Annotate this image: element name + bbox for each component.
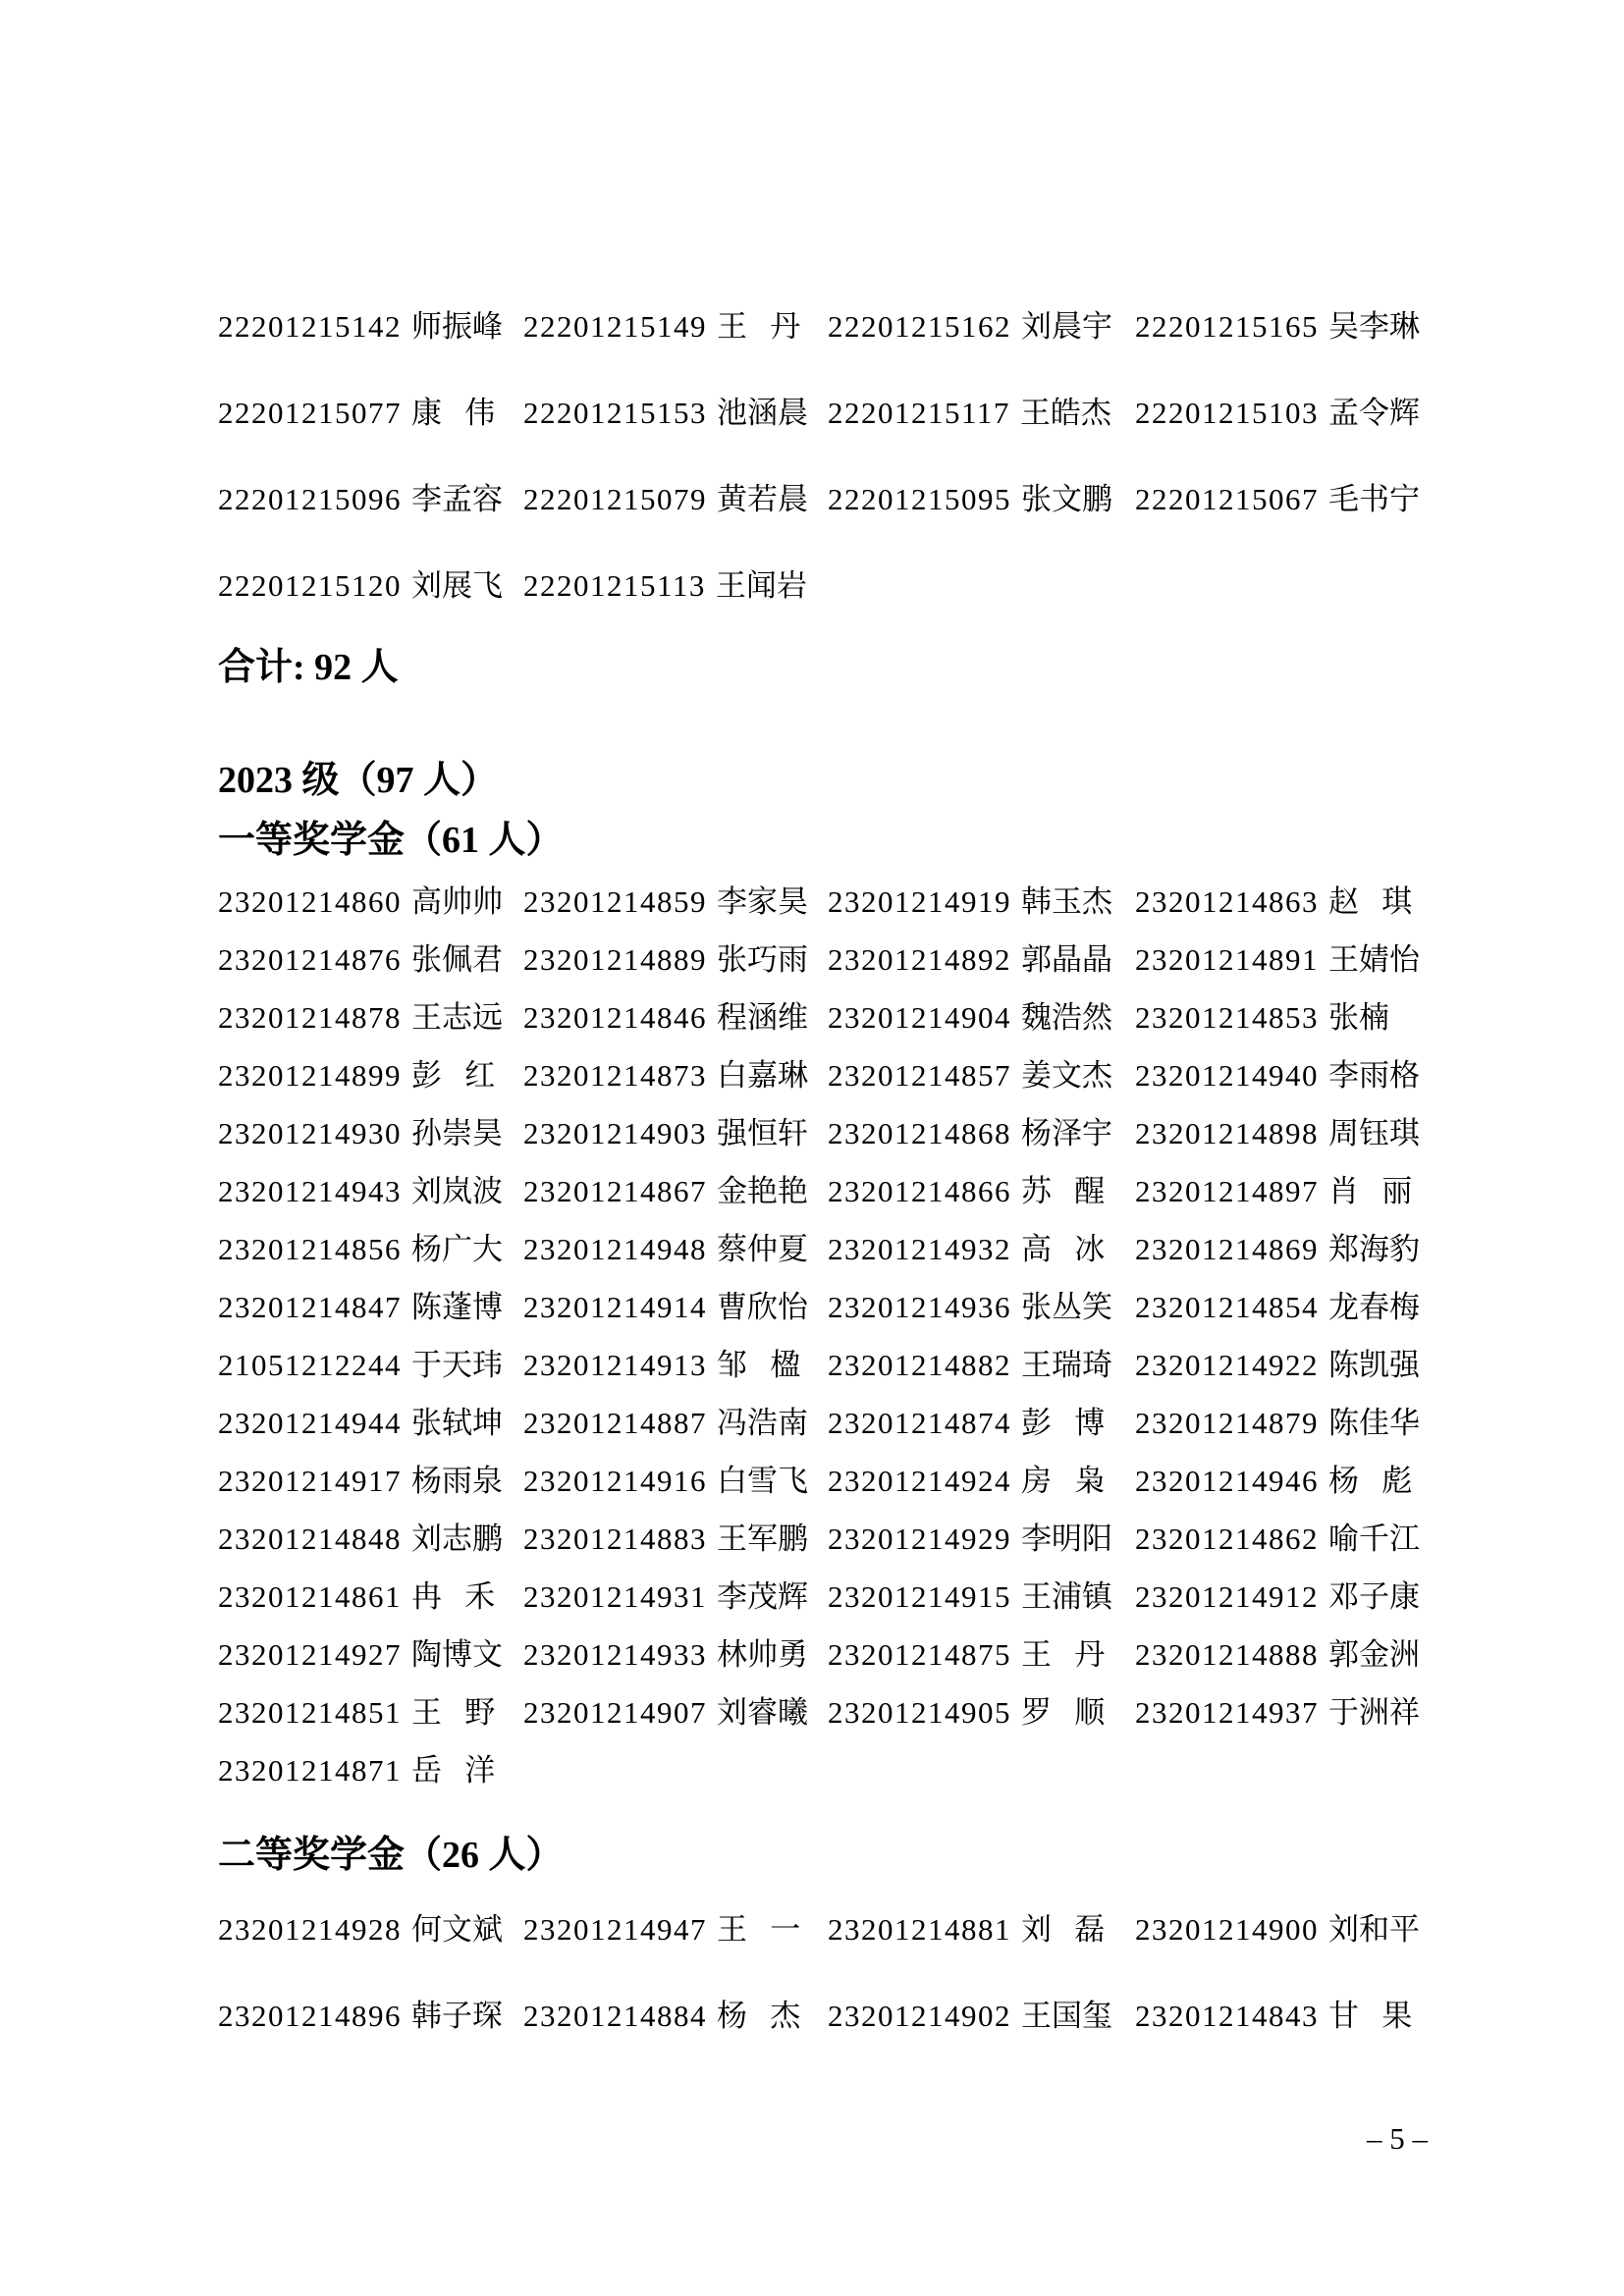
student-entry <box>523 484 808 514</box>
student-name: 师振峰 <box>411 309 503 344</box>
student-entry <box>523 1002 808 1033</box>
student-entry <box>1135 1639 1420 1670</box>
student-id: 23201214899 <box>218 1058 402 1093</box>
student-entry <box>828 1523 1112 1554</box>
first-class-student-list <box>218 886 1485 1813</box>
student-entry <box>1135 1466 1412 1496</box>
student-id: 23201214907 <box>523 1695 707 1730</box>
student-id: 23201214892 <box>828 942 1011 977</box>
student-id: 21051212244 <box>218 1348 402 1382</box>
student-entry <box>523 1060 808 1091</box>
student-name: 吴李琳 <box>1328 309 1420 344</box>
student-name: 王 丹 <box>717 309 801 344</box>
student-name: 魏浩然 <box>1021 1000 1112 1035</box>
student-entry <box>828 1176 1105 1206</box>
student-entry <box>828 1466 1105 1496</box>
student-entry <box>523 1914 800 1945</box>
student-id: 23201214882 <box>828 1348 1011 1382</box>
carryover-student-list <box>218 311 1485 657</box>
student-name: 杨 杰 <box>717 1999 801 2033</box>
student-name: 孟令辉 <box>1328 396 1420 430</box>
student-id: 23201214936 <box>828 1290 1011 1324</box>
student-id: 23201214867 <box>523 1174 707 1208</box>
student-name: 苏 醒 <box>1021 1174 1106 1208</box>
student-name: 韩子琛 <box>411 1999 503 2033</box>
student-entry <box>218 570 503 601</box>
student-entry <box>828 484 1112 514</box>
student-name: 郭晶晶 <box>1021 942 1112 977</box>
student-name: 彭 博 <box>1021 1406 1106 1440</box>
student-entry <box>218 1408 503 1438</box>
student-id: 23201214843 <box>1135 1999 1319 2033</box>
student-entry <box>218 886 503 917</box>
student-name: 白雪飞 <box>717 1464 808 1498</box>
student-id: 23201214944 <box>218 1406 402 1440</box>
student-entry <box>1135 1523 1420 1554</box>
student-name: 周钰琪 <box>1328 1116 1420 1150</box>
student-name: 王军鹏 <box>717 1522 808 1556</box>
student-id: 22201215162 <box>828 309 1011 344</box>
student-entry <box>828 1581 1112 1612</box>
student-entry <box>523 1466 808 1496</box>
student-entry <box>218 484 503 514</box>
student-name: 刘睿曦 <box>717 1695 808 1730</box>
student-entry <box>523 2001 800 2031</box>
student-name: 康 伟 <box>411 396 496 430</box>
student-entry <box>523 570 807 601</box>
student-name: 金艳艳 <box>717 1174 808 1208</box>
student-name: 王 丹 <box>1021 1637 1106 1672</box>
student-name: 邹 楹 <box>717 1348 801 1382</box>
student-name: 何文斌 <box>411 1912 503 1947</box>
student-entry <box>1135 1176 1412 1206</box>
student-id: 23201214889 <box>523 942 707 977</box>
student-row <box>218 1118 1485 1148</box>
student-id: 23201214937 <box>1135 1695 1319 1730</box>
student-entry <box>1135 1697 1420 1728</box>
student-row <box>218 398 1485 428</box>
student-entry <box>828 1408 1105 1438</box>
student-entry <box>523 1176 808 1206</box>
student-entry <box>1135 1060 1420 1091</box>
student-entry <box>218 1697 495 1728</box>
student-name: 林帅勇 <box>717 1637 808 1672</box>
student-id: 23201214946 <box>1135 1464 1319 1498</box>
student-row <box>218 484 1485 514</box>
student-name: 刘晨宇 <box>1021 309 1112 344</box>
student-id: 23201214914 <box>523 1290 707 1324</box>
student-name: 王瑞琦 <box>1021 1348 1112 1382</box>
student-id: 23201214933 <box>523 1637 707 1672</box>
student-entry <box>218 944 503 975</box>
student-name: 于天玮 <box>411 1348 503 1382</box>
student-name: 毛书宁 <box>1328 482 1420 516</box>
student-id: 23201214922 <box>1135 1348 1319 1382</box>
student-id: 23201214905 <box>828 1695 1011 1730</box>
student-id: 23201214927 <box>218 1637 402 1672</box>
student-row <box>218 1408 1485 1438</box>
student-id: 22201215142 <box>218 309 402 344</box>
second-class-scholarship-heading: 二等奖学金（26 人） <box>218 1835 564 1876</box>
student-id: 23201214888 <box>1135 1637 1319 1672</box>
student-name: 张轼坤 <box>411 1406 503 1440</box>
student-name: 曹欣怡 <box>717 1290 808 1324</box>
second-class-student-list <box>218 1914 1485 2087</box>
student-name: 高 冰 <box>1021 1232 1106 1266</box>
student-id: 23201214884 <box>523 1999 707 2033</box>
student-id: 23201214883 <box>523 1522 707 1556</box>
student-id: 23201214900 <box>1135 1912 1319 1947</box>
student-entry <box>1135 1581 1420 1612</box>
student-entry <box>523 1639 808 1670</box>
student-name: 程涵维 <box>717 1000 808 1035</box>
student-entry <box>828 1639 1105 1670</box>
student-id: 23201214897 <box>1135 1174 1319 1208</box>
student-entry <box>828 886 1112 917</box>
student-name: 陶博文 <box>411 1637 503 1672</box>
student-entry <box>1135 1350 1420 1380</box>
student-name: 蔡仲夏 <box>717 1232 808 1266</box>
student-entry <box>218 1234 503 1264</box>
first-class-scholarship-heading: 一等奖学金（61 人） <box>218 820 564 861</box>
student-name: 房 枭 <box>1021 1464 1106 1498</box>
student-id: 23201214853 <box>1135 1000 1319 1035</box>
student-id: 23201214932 <box>828 1232 1011 1266</box>
student-entry <box>828 1697 1105 1728</box>
footer-page-number: – 5 – <box>1367 2121 1428 2156</box>
student-entry <box>1135 398 1420 428</box>
student-row <box>218 1350 1485 1380</box>
student-entry <box>523 886 808 917</box>
student-row <box>218 1639 1485 1670</box>
student-name: 张楠 <box>1328 1000 1389 1035</box>
student-id: 22201215149 <box>523 309 707 344</box>
student-name: 黄若晨 <box>717 482 808 516</box>
student-id: 23201214879 <box>1135 1406 1319 1440</box>
student-name: 韩玉杰 <box>1021 884 1112 919</box>
student-entry <box>1135 886 1412 917</box>
student-name: 孙崇昊 <box>411 1116 503 1150</box>
student-name: 王闻岩 <box>715 568 807 603</box>
student-entry <box>1135 484 1420 514</box>
student-entry <box>218 1581 495 1612</box>
student-name: 杨广大 <box>411 1232 503 1266</box>
student-name: 王国玺 <box>1021 1999 1112 2033</box>
student-id: 23201214929 <box>828 1522 1011 1556</box>
student-id: 23201214851 <box>218 1695 402 1730</box>
student-id: 23201214871 <box>218 1753 402 1788</box>
student-id: 23201214874 <box>828 1406 1011 1440</box>
student-name: 刘和平 <box>1328 1912 1420 1947</box>
student-name: 王 一 <box>717 1912 801 1947</box>
grade-2023-heading: 2023 级（97 人） <box>218 760 499 801</box>
student-name: 岳 洋 <box>411 1753 496 1788</box>
student-name: 池涵晨 <box>717 396 808 430</box>
student-id: 23201214948 <box>523 1232 707 1266</box>
student-entry <box>1135 1408 1420 1438</box>
student-entry <box>218 1639 503 1670</box>
student-name: 张巧雨 <box>717 942 808 977</box>
student-id: 23201214866 <box>828 1174 1011 1208</box>
student-name: 王皓杰 <box>1019 396 1111 430</box>
student-id: 23201214861 <box>218 1579 402 1614</box>
student-name: 白嘉琳 <box>717 1058 808 1093</box>
student-entry <box>218 398 495 428</box>
student-id: 23201214947 <box>523 1912 707 1947</box>
student-id: 23201214887 <box>523 1406 707 1440</box>
student-entry <box>523 1523 808 1554</box>
student-name: 李孟容 <box>411 482 503 516</box>
student-id: 23201214928 <box>218 1912 402 1947</box>
student-entry <box>218 1060 495 1091</box>
student-entry <box>1135 1118 1420 1148</box>
student-name: 赵 琪 <box>1328 884 1413 919</box>
student-name: 喻千江 <box>1328 1522 1420 1556</box>
student-entry <box>1135 944 1420 975</box>
student-row <box>218 570 1485 601</box>
student-id: 23201214904 <box>828 1000 1011 1035</box>
student-entry <box>828 944 1112 975</box>
student-id: 23201214863 <box>1135 884 1319 919</box>
student-name: 姜文杰 <box>1021 1058 1112 1093</box>
student-entry <box>218 311 503 342</box>
student-name: 彭 红 <box>411 1058 496 1093</box>
student-id: 23201214919 <box>828 884 1011 919</box>
student-name: 王婧怡 <box>1328 942 1420 977</box>
student-id: 23201214902 <box>828 1999 1011 2033</box>
student-id: 23201214916 <box>523 1464 707 1498</box>
student-name: 王志远 <box>411 1000 503 1035</box>
student-id: 23201214896 <box>218 1999 402 2033</box>
student-row <box>218 1176 1485 1206</box>
total-count-line: 合计: 92 人 <box>218 647 399 688</box>
student-entry <box>218 2001 503 2031</box>
student-entry <box>828 1002 1112 1033</box>
student-entry <box>1135 311 1420 342</box>
student-id: 23201214868 <box>828 1116 1011 1150</box>
student-row <box>218 2001 1485 2031</box>
student-entry <box>218 1350 503 1380</box>
student-entry <box>1135 1002 1389 1033</box>
student-entry <box>1135 1914 1420 1945</box>
student-entry <box>218 1176 503 1206</box>
student-entry <box>1135 2001 1412 2031</box>
student-id: 23201214862 <box>1135 1522 1319 1556</box>
student-id: 23201214875 <box>828 1637 1011 1672</box>
student-name: 甘 果 <box>1328 1999 1413 2033</box>
student-id: 23201214913 <box>523 1348 707 1382</box>
student-entry <box>523 1581 808 1612</box>
student-id: 23201214878 <box>218 1000 402 1035</box>
student-id: 23201214869 <box>1135 1232 1319 1266</box>
student-entry <box>218 1466 503 1496</box>
student-entry <box>523 1234 808 1264</box>
student-entry <box>828 1350 1112 1380</box>
student-id: 23201214915 <box>828 1579 1011 1614</box>
student-entry <box>523 1292 808 1322</box>
student-id: 22201215153 <box>523 396 707 430</box>
student-name: 张佩君 <box>411 942 503 977</box>
student-id: 23201214860 <box>218 884 402 919</box>
student-id: 22201215120 <box>218 568 402 603</box>
student-name: 龙春梅 <box>1328 1290 1420 1324</box>
student-entry <box>523 1350 800 1380</box>
student-name: 陈佳华 <box>1328 1406 1420 1440</box>
student-id: 23201214891 <box>1135 942 1319 977</box>
student-entry <box>1135 1292 1420 1322</box>
student-name: 高帅帅 <box>411 884 503 919</box>
student-id: 23201214846 <box>523 1000 707 1035</box>
student-name: 陈凯强 <box>1328 1348 1420 1382</box>
student-entry <box>523 398 808 428</box>
student-entry <box>828 2001 1112 2031</box>
student-id: 23201214848 <box>218 1522 402 1556</box>
student-entry <box>218 1118 503 1148</box>
student-id: 23201214940 <box>1135 1058 1319 1093</box>
student-name: 刘岚波 <box>411 1174 503 1208</box>
student-name: 张丛笑 <box>1021 1290 1112 1324</box>
student-entry <box>218 1002 503 1033</box>
student-id: 23201214881 <box>828 1912 1011 1947</box>
student-row <box>218 1581 1485 1612</box>
student-id: 22201215113 <box>523 568 706 603</box>
student-name: 强恒轩 <box>717 1116 808 1150</box>
student-id: 23201214856 <box>218 1232 402 1266</box>
student-row <box>218 886 1485 917</box>
student-name: 陈蓬博 <box>411 1290 503 1324</box>
student-row <box>218 944 1485 975</box>
student-id: 23201214924 <box>828 1464 1011 1498</box>
student-name: 罗 顺 <box>1021 1695 1106 1730</box>
student-id: 23201214931 <box>523 1579 707 1614</box>
student-name: 刘 磊 <box>1021 1912 1106 1947</box>
student-id: 23201214854 <box>1135 1290 1319 1324</box>
student-entry <box>828 1060 1112 1091</box>
student-name: 杨 彪 <box>1328 1464 1413 1498</box>
student-id: 22201215103 <box>1135 396 1319 430</box>
student-entry <box>828 398 1111 428</box>
student-entry <box>218 1755 495 1786</box>
student-entry <box>828 1118 1112 1148</box>
student-name: 郑海豹 <box>1328 1232 1420 1266</box>
student-id: 23201214903 <box>523 1116 707 1150</box>
student-id: 22201215117 <box>828 396 1010 430</box>
student-id: 23201214930 <box>218 1116 402 1150</box>
student-id: 23201214912 <box>1135 1579 1319 1614</box>
student-row <box>218 1292 1485 1322</box>
student-entry <box>828 311 1112 342</box>
student-id: 22201215077 <box>218 396 402 430</box>
student-name: 郭金洲 <box>1328 1637 1420 1672</box>
student-entry <box>828 1292 1112 1322</box>
student-name: 李明阳 <box>1021 1522 1112 1556</box>
student-entry <box>828 1914 1105 1945</box>
student-entry <box>218 1914 503 1945</box>
student-id: 23201214917 <box>218 1464 402 1498</box>
student-name: 刘志鹏 <box>411 1522 503 1556</box>
student-id: 22201215096 <box>218 482 402 516</box>
student-row <box>218 311 1485 342</box>
student-name: 张文鹏 <box>1021 482 1112 516</box>
student-name: 刘展飞 <box>411 568 503 603</box>
student-id: 22201215079 <box>523 482 707 516</box>
student-row <box>218 1234 1485 1264</box>
student-entry <box>523 1697 808 1728</box>
student-name: 杨泽宇 <box>1021 1116 1112 1150</box>
student-entry <box>523 944 808 975</box>
student-name: 李家昊 <box>717 884 808 919</box>
student-name: 于洲祥 <box>1328 1695 1420 1730</box>
student-row <box>218 1002 1485 1033</box>
student-name: 冯浩南 <box>717 1406 808 1440</box>
student-row <box>218 1466 1485 1496</box>
student-name: 杨雨泉 <box>411 1464 503 1498</box>
student-entry <box>523 311 800 342</box>
student-row <box>218 1697 1485 1728</box>
student-name: 肖 丽 <box>1328 1174 1413 1208</box>
student-entry <box>828 1234 1105 1264</box>
student-name: 李雨格 <box>1328 1058 1420 1093</box>
student-row <box>218 1755 1485 1786</box>
student-row <box>218 1523 1485 1554</box>
student-entry <box>218 1523 503 1554</box>
student-id: 23201214857 <box>828 1058 1011 1093</box>
student-row <box>218 1060 1485 1091</box>
student-name: 冉 禾 <box>411 1579 496 1614</box>
student-name: 王 野 <box>411 1695 496 1730</box>
student-id: 22201215095 <box>828 482 1011 516</box>
student-name: 邓子康 <box>1328 1579 1420 1614</box>
student-id: 23201214847 <box>218 1290 402 1324</box>
student-id: 23201214859 <box>523 884 707 919</box>
student-name: 李茂辉 <box>717 1579 808 1614</box>
student-id: 23201214943 <box>218 1174 402 1208</box>
student-row <box>218 1914 1485 1945</box>
student-entry <box>1135 1234 1420 1264</box>
student-entry <box>523 1118 808 1148</box>
student-entry <box>218 1292 503 1322</box>
student-id: 22201215165 <box>1135 309 1319 344</box>
student-name: 王浦镇 <box>1021 1579 1112 1614</box>
student-id: 23201214898 <box>1135 1116 1319 1150</box>
student-id: 23201214873 <box>523 1058 707 1093</box>
student-entry <box>523 1408 808 1438</box>
student-id: 22201215067 <box>1135 482 1319 516</box>
student-id: 23201214876 <box>218 942 402 977</box>
